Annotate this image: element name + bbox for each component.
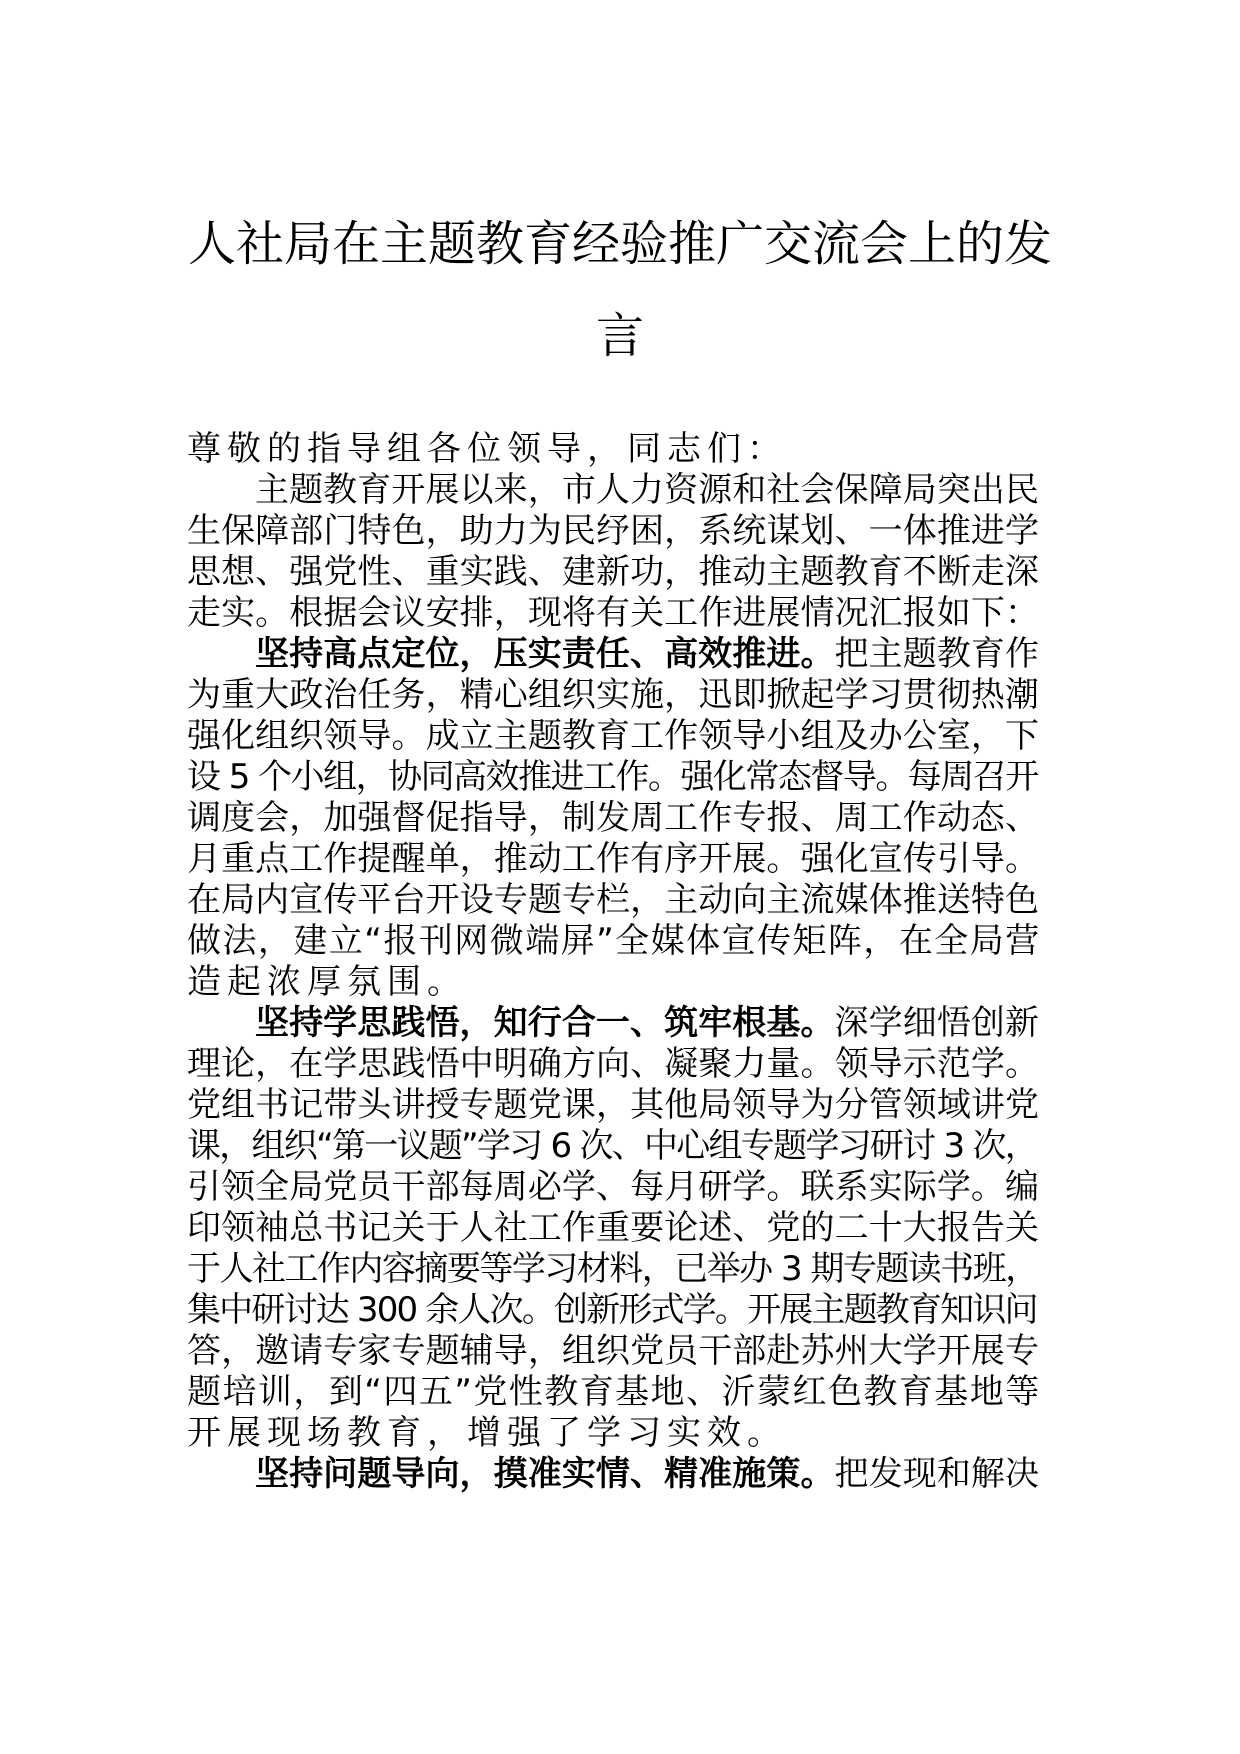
section-heading: 坚持高点定位，压实责任、高效推进。 [255,634,835,674]
body-text: 调度会，加强督促指导，制发周工作专报、周工作动态、 [187,798,1040,838]
body-line [187,1290,1037,1330]
body-text: 设 5 个小组，协同高效推进工作。强化常态督导。每周召开 [187,757,1038,797]
section-heading: 坚持问题导向，摸准实情、精准施策。 [255,1454,835,1494]
body-text: 造起浓厚氛围。 [187,962,467,1002]
body-text: 走实。根据会议安排，现将有关工作进展情况汇报如下： [187,593,1040,633]
body-line [187,552,1040,592]
body-line [187,429,787,469]
document-title-line-2: 言 [595,308,644,364]
body-text: 强化组织领导。成立主题教育工作领导小组及办公室，下 [187,716,1040,756]
body-text: 答，邀请专家专题辅导，组织党员干部赴苏州大学开展专 [187,1331,1040,1371]
body-line [255,1454,1040,1494]
body-text: 深学细悟创新 [834,1003,1040,1043]
body-text: 课，组织“第一议题”学习 6 次、中心组专题学习研讨 3 次， [187,1126,1037,1166]
body-line [187,675,1040,715]
body-text: 把主题教育作 [834,634,1040,674]
body-line [187,839,1040,879]
body-text: 理论，在学思践悟中明确方向、凝聚力量。领导示范学。 [187,1044,1040,1084]
body-line [187,1249,1038,1289]
body-text: 引领全局党员干部每周必学、每月研学。联系实际学。编 [187,1167,1040,1207]
body-line [187,1331,1040,1371]
body-text: 题培训，到“四五”党性教育基地、沂蒙红色教育基地等 [187,1372,1041,1412]
body-text: 做法，建立“报刊网微端屏”全媒体宣传矩阵，在全局营 [187,921,1041,961]
body-text: 月重点工作提醒单，推动工作有序开展。强化宣传引导。 [187,839,1040,879]
body-line [187,921,1041,961]
body-text: 开展现场教育，增强了学习实效。 [187,1413,787,1453]
body-text: 集中研讨达 300 余人次。创新形式学。开展主题教育知识问 [187,1290,1037,1330]
body-line [187,757,1038,797]
body-line [187,962,467,1002]
body-line [187,798,1040,838]
body-text: 把发现和解决 [834,1454,1040,1494]
body-line [255,634,1040,674]
body-line [187,1126,1037,1166]
body-line [187,1413,787,1453]
body-text: 为重大政治任务，精心组织实施，迅即掀起学习贯彻热潮 [187,675,1040,715]
body-line [187,1167,1040,1207]
body-text: 思想、强党性、重实践、建新功，推动主题教育不断走深 [187,552,1040,592]
section-heading: 坚持学思践悟，知行合一、筑牢根基。 [255,1003,835,1043]
body-line [187,1044,1040,1084]
body-line [255,470,1040,510]
body-text: 党组书记带头讲授专题党课，其他局领导为分管领域讲党 [187,1085,1040,1125]
body-text: 在局内宣传平台开设专题专栏，主动向主流媒体推送特色 [187,880,1040,920]
body-line [255,1003,1040,1043]
body-line [187,1208,1040,1248]
body-text: 印领袖总书记关于人社工作重要论述、党的二十大报告关 [187,1208,1040,1248]
body-line [187,511,1040,551]
document-title-line-1: 人社局在主题教育经验推广交流会上的发 [187,216,1052,272]
body-line [187,1085,1040,1125]
body-text: 主题教育开展以来，市人力资源和社会保障局突出民 [255,470,1040,510]
body-text: 于人社工作内容摘要等学习材料，已举办 3 期专题读书班， [187,1249,1038,1289]
body-text: 生保障部门特色，助力为民纾困，系统谋划、一体推进学 [187,511,1040,551]
body-text: 尊敬的指导组各位领导，同志们： [187,429,787,469]
body-line [187,593,1040,633]
body-line [187,716,1040,756]
body-line [187,880,1040,920]
body-line [187,1372,1041,1412]
